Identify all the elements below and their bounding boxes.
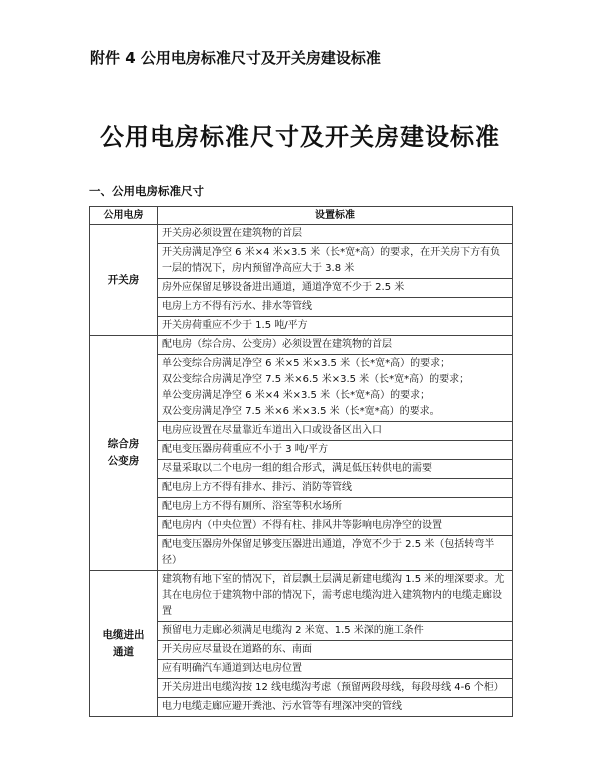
standard-cell: 开关房进出电缆沟按 12 线电缆沟考虑（预留两段母线，每段母线 4-6 个柜） (158, 679, 513, 698)
category-cell (90, 571, 158, 717)
standard-cell: 开关房荷重应不少于 1.5 吨/平方 (158, 317, 513, 336)
standard-cell: 配电房（综合房、公变房）必须设置在建筑物的首层 (158, 336, 513, 355)
column-header-standard: 设置标准 (158, 207, 513, 225)
table-header-row (90, 207, 513, 225)
standard-cell: 开关房必须设置在建筑物的首层 (158, 225, 513, 244)
standard-cell: 电房上方不得有污水、排水等管线 (158, 298, 513, 317)
standard-cell: 配电变压器房荷重应不小于 3 吨/平方 (158, 441, 513, 460)
category-label: 开关房 (107, 273, 140, 286)
standard-cell: 单公变综合房满足净空 6 米×5 米×3.5 米（长*宽*高）的要求； 双公变综合房满足净空 7.5 米×6.5 米×3.5 米（长*宽*高）的要求； 单公变房满足净空 6 米×4 米×3.5 米（长*宽*高）的要求； 双公变房满足净空 7.5 米×6 米×3.5 米（长*宽*高）的要求。 (158, 355, 513, 422)
table-row (90, 336, 513, 355)
standard-cell: 房外应保留足够设备进出通道，通道净宽不少于 2.5 米 (158, 279, 513, 298)
standard-cell: 应有明确汽车通道到达电房位置 (158, 660, 513, 679)
category-cell (90, 336, 158, 571)
page-title: 公用电房标准尺寸及开关房建设标准 (100, 123, 500, 151)
category-label: 电缆进出 (102, 628, 145, 641)
standard-cell: 电力电缆走廊应避开粪池、污水管等有埋深冲突的管线 (158, 698, 513, 717)
standard-cell: 尽量采取以二个电房一组的组合形式，满足低压转供电的需要 (158, 460, 513, 479)
table-row (90, 571, 513, 622)
table-row (90, 225, 513, 244)
category-label: 公变房 (107, 455, 140, 467)
standard-cell: 预留电力走廊必须满足电缆沟 2 米宽、1.5 米深的施工条件 (158, 622, 513, 641)
standard-cell: 开关房满足净空 6 米×4 米×3.5 米（长*宽*高）的要求，在开关房下方有负一层的情况下，房内预留净高应大于 3.8 米 (158, 244, 513, 279)
standard-cell: 配电房上方不得有厕所、浴室等积水场所 (158, 498, 513, 517)
column-header-room: 公用电房 (90, 207, 158, 225)
category-cell (90, 225, 158, 336)
standard-cell: 配电房内（中央位置）不得有柱、排风井等影响电房净空的设置 (158, 517, 513, 536)
standard-cell: 电房应设置在尽量靠近车道出入口或设备区出入口 (158, 422, 513, 441)
attachment-header: 附件 4 公用电房标准尺寸及开关房建设标准 (90, 49, 381, 67)
table-body (90, 225, 513, 717)
category-label: 综合房 (107, 438, 140, 450)
standard-cell: 建筑物有地下室的情况下，首层飘土层满足新建电缆沟 1.5 米的埋深要求。尤其在电房位于建筑物中部的情况下，需考虑电缆沟进入建筑物内的电缆走廊设置 (158, 571, 513, 622)
standard-cell: 配电房上方不得有排水、排污、消防等管线 (158, 479, 513, 498)
standard-cell: 开关房应尽量设在道路的东、南面 (158, 641, 513, 660)
standards-table (89, 206, 513, 717)
section-heading: 一、公用电房标准尺寸 (89, 184, 204, 198)
standard-cell: 配电变压器房外保留足够变压器进出通道，净宽不少于 2.5 米（包括转弯半径） (158, 536, 513, 571)
category-label: 通道 (113, 645, 134, 658)
